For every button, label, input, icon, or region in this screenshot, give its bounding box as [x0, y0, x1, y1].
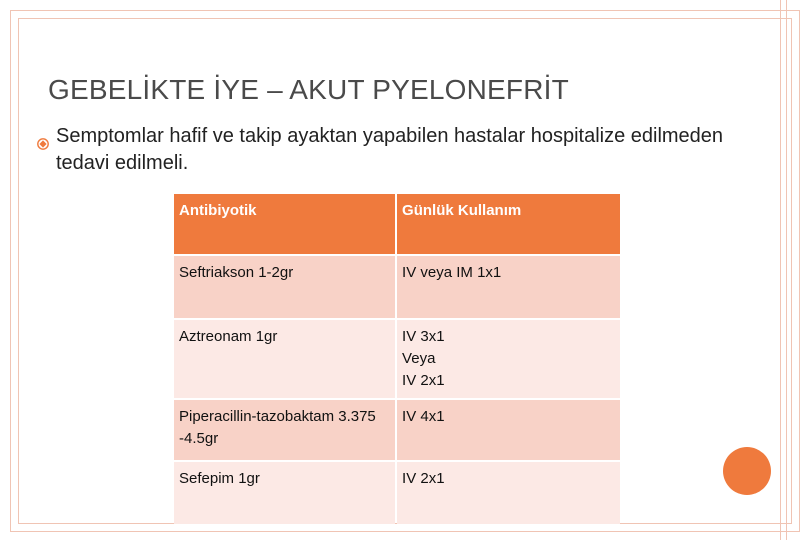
usage-line: IV 2x1: [402, 470, 445, 487]
decorative-line: [780, 0, 781, 540]
usage-cell: [397, 320, 620, 398]
antibiotic-table: [172, 192, 622, 526]
drug-cell: Piperacillin-tazobaktam 3.375 -4.5gr: [174, 400, 395, 460]
usage-line: IV 2x1: [402, 372, 445, 389]
table-row: [174, 400, 620, 460]
drug-cell: Sefepim 1gr: [174, 462, 395, 524]
slide-title: GEBELİKTE İYE – AKUT PYELONEFRİT: [48, 74, 569, 105]
drug-cell: Seftriakson 1-2gr: [174, 256, 395, 318]
usage-cell: [397, 256, 620, 318]
table-row: [174, 320, 620, 398]
table-header-cell: Günlük Kullanım: [397, 194, 620, 254]
bullet-text: Semptomlar hafif ve takip ayaktan yapabilen hastalar hospitalize edilmeden tedavi edilmeli.: [56, 125, 724, 174]
diamond-bullet-icon: [37, 138, 49, 150]
drug-cell: Aztreonam 1gr: [174, 320, 395, 398]
table-row: [174, 462, 620, 524]
table-header-row: [174, 194, 620, 254]
usage-line: IV veya IM 1x1: [402, 264, 502, 281]
usage-line: IV 4x1: [402, 408, 445, 425]
table-row: [174, 256, 620, 318]
usage-line: Veya: [402, 350, 436, 367]
decorative-line: [786, 0, 787, 540]
table-header-cell: Antibiyotik: [174, 194, 395, 254]
usage-line: IV 3x1: [402, 328, 445, 345]
usage-cell: [397, 462, 620, 524]
usage-cell: [397, 400, 620, 460]
decorative-circle: [723, 447, 771, 495]
